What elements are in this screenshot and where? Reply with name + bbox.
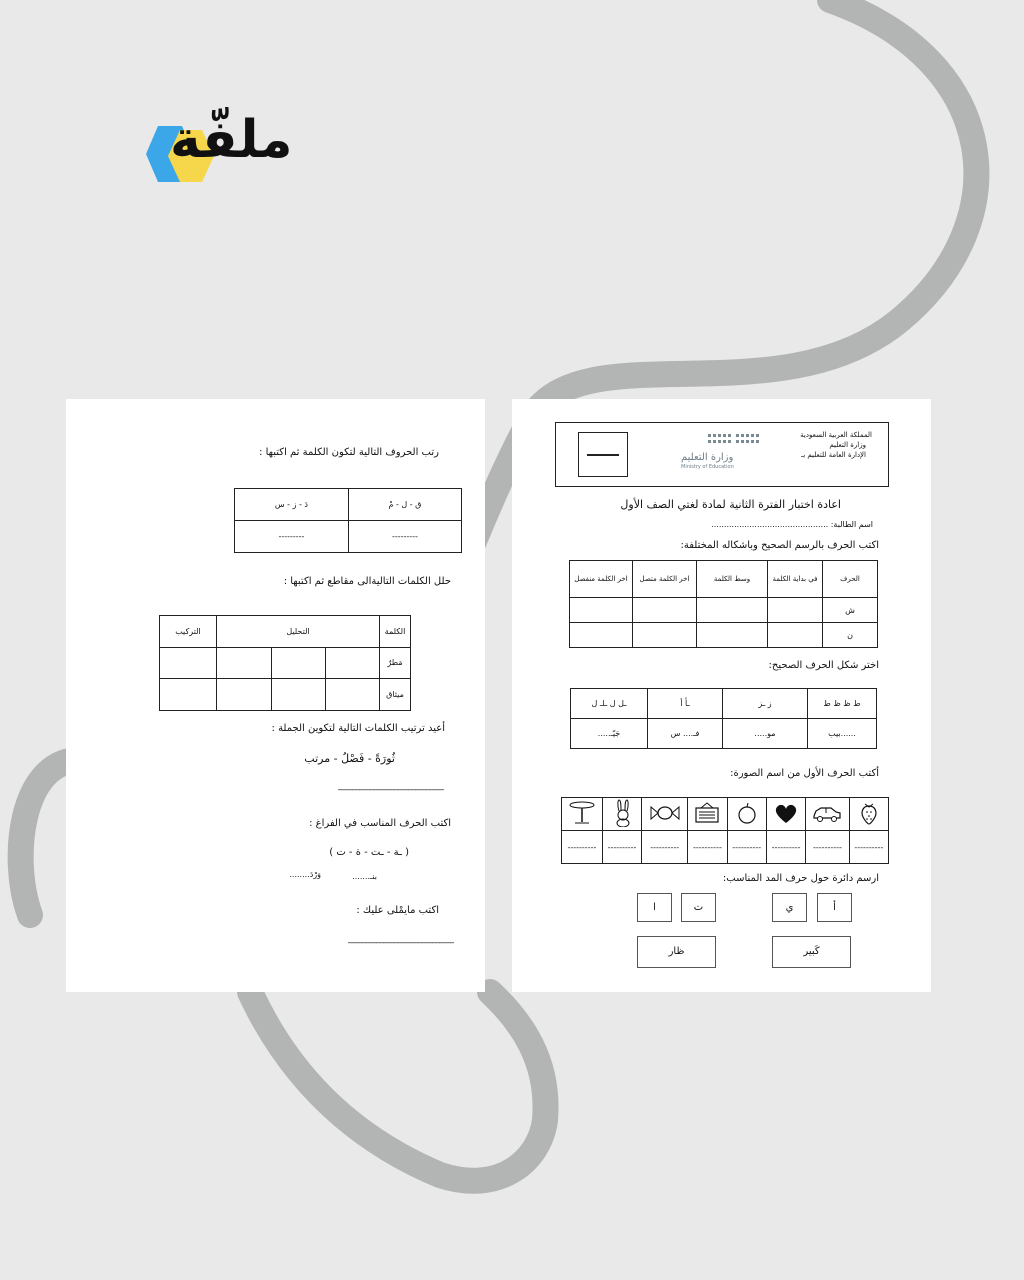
grade-box <box>578 432 628 477</box>
answer-blank: ---------- <box>766 831 805 864</box>
letter-cell: ن <box>823 623 878 648</box>
blank-cell: فـ.... س <box>648 719 723 749</box>
fill-blank: وَرْدَ........ <box>289 870 321 879</box>
letter-shape-table <box>570 688 877 749</box>
question-4-title: اكتب الحرف المناسب في الفراغ : <box>309 818 451 829</box>
choice-box[interactable]: ت <box>681 893 716 922</box>
ministry-logo-icon <box>706 432 766 448</box>
question-2-title: حلل الكلمات التاليةالى مقاطع ثم اكتبها : <box>283 576 451 587</box>
question-3-title: أعيد ترتيب الكلمات التالية لتكوين الجملة : <box>271 723 445 734</box>
table-icon <box>562 798 603 831</box>
header-composition: التركيب <box>160 616 217 648</box>
option-cell: ط ظ ظ ط <box>808 689 877 719</box>
header-letter: الحرف <box>823 561 878 598</box>
answer-blank: ---------- <box>806 831 849 864</box>
fill-blank: بنـ....... <box>352 872 377 881</box>
strawberry-icon <box>849 798 888 831</box>
blank-cell: مو..... <box>723 719 808 749</box>
radio-icon <box>688 798 727 831</box>
header-start: في بداية الكلمة <box>768 561 823 598</box>
answer-blank: ---------- <box>562 831 603 864</box>
letters-item: دَ - ز - س <box>235 489 349 521</box>
grade-line <box>587 454 619 456</box>
letter-cell: ش <box>823 598 878 623</box>
answer-blank: ---------- <box>642 831 688 864</box>
car-icon <box>806 798 849 831</box>
exam-title: اعادة اختبار الفترة الثانية لمادة لغتي الصف الأول <box>620 498 841 511</box>
letters-item: ق - ل - مْ <box>348 489 461 521</box>
choice-box[interactable]: ا <box>637 893 672 922</box>
heart-icon <box>766 798 805 831</box>
worksheet-page-right <box>512 399 931 992</box>
answer-blank: --------- <box>348 521 461 553</box>
header-analysis: التحليل <box>217 616 380 648</box>
answer-blank: ---------- <box>727 831 766 864</box>
question-2-title: اختر شكل الحرف الصحيح: <box>768 660 879 671</box>
syllable-analysis-table <box>159 615 411 711</box>
exam-header <box>555 422 889 487</box>
apple-icon <box>727 798 766 831</box>
header-end-connected: اخر الكلمة متصل <box>633 561 697 598</box>
question-5-title: اكتب مايمْلى عليك : <box>356 905 439 916</box>
word-box[interactable]: كَبير <box>772 936 851 968</box>
student-name-field[interactable]: اسم الطالبة: .............................................. <box>711 520 873 529</box>
blank-cell: جَيّـ..... <box>571 719 648 749</box>
answer-blank: ---------- <box>688 831 727 864</box>
option-cell: ز ـز <box>723 689 808 719</box>
ministry-name-ar: وزارة التعليم <box>681 452 734 463</box>
blank-cell: ......بيب <box>808 719 877 749</box>
header-word: الكلمة <box>380 616 411 648</box>
header-line: المملكة العربية السعودية <box>800 431 872 439</box>
letter-forms-table <box>569 560 878 648</box>
header-line: الإدارة العامة للتعليم بـ <box>801 451 866 459</box>
word-cell: مَطرٌ <box>380 648 411 678</box>
rabbit-icon <box>602 798 641 831</box>
letter-choices: ( ـة - ـت - ة - ت ) <box>329 847 409 858</box>
worksheet-page-left <box>66 399 485 992</box>
answer-blank: --------- <box>235 521 349 553</box>
question-1-title: اكتب الحرف بالرسم الصحيح وباشكاله المختلفة: <box>680 540 879 551</box>
option-cell: ـأ أ <box>648 689 723 719</box>
question-4-title: ارسم دائرة حول حرف المد المناسب: <box>722 873 879 884</box>
question-1-title: رتب الحروف التالية لتكون الكلمة ثم اكتبها : <box>259 447 439 458</box>
logo-text: ملفّة <box>170 110 293 170</box>
rearrange-letters-table <box>234 488 462 553</box>
word-cell: ميثاق <box>380 678 411 710</box>
dictation-line: ______________________________ <box>348 934 453 944</box>
sentence-words: ثُورَةً - فَصْلُ - مرتب <box>304 752 395 765</box>
ministry-name-en: Ministry of Education <box>681 464 734 470</box>
answer-blank: ---------- <box>602 831 641 864</box>
choice-box[interactable]: أ <box>817 893 852 922</box>
answer-line: ______________________________ <box>338 781 443 791</box>
word-box[interactable]: ظار <box>637 936 716 968</box>
picture-letter-table <box>561 797 889 864</box>
header-line: وزارة التعليم <box>829 441 866 449</box>
header-end-separate: اخر الكلمة منفصل <box>570 561 633 598</box>
header-middle: وسط الكلمة <box>697 561 768 598</box>
candy-icon <box>642 798 688 831</box>
answer-blank: ---------- <box>849 831 888 864</box>
question-3-title: أكتب الحرف الأول من اسم الصورة: <box>730 768 879 779</box>
option-cell: ـل ل ـلـ ل <box>571 689 648 719</box>
choice-box[interactable]: ي <box>772 893 807 922</box>
